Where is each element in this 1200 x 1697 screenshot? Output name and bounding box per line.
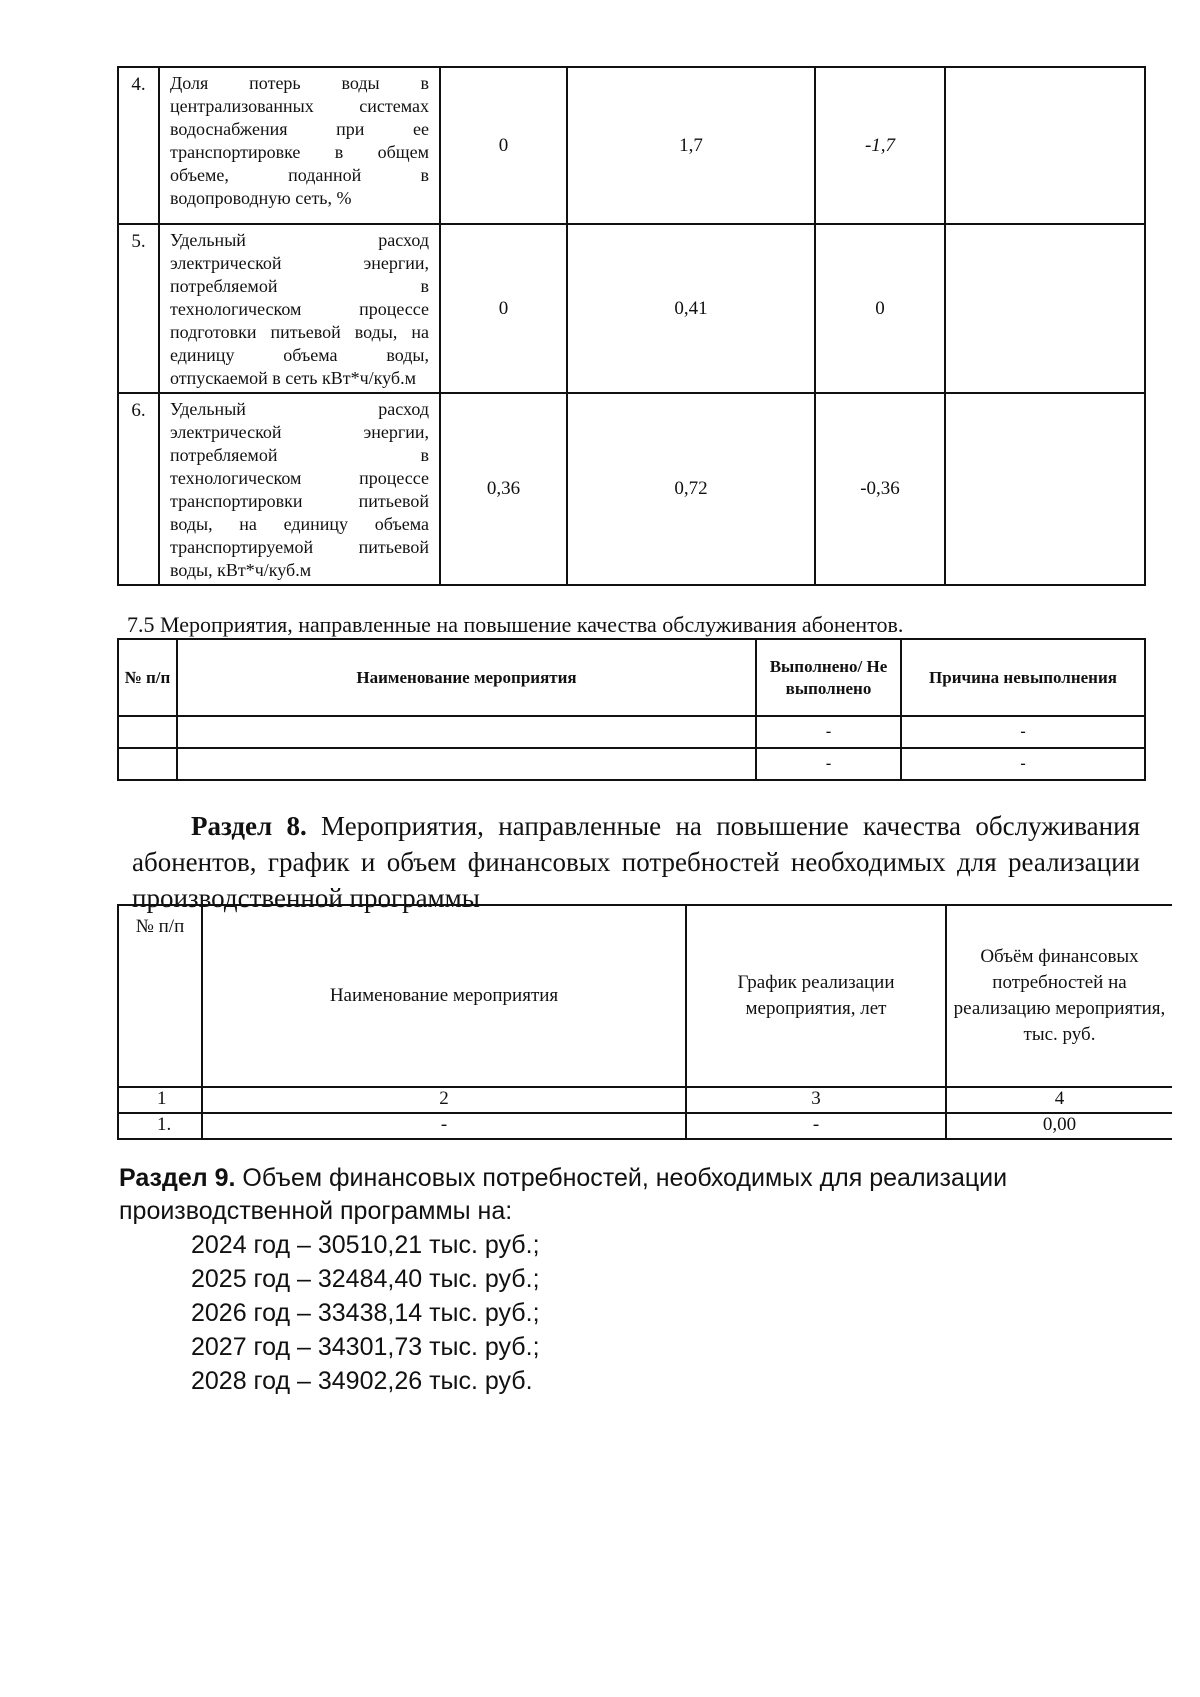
- section-8-label: Раздел 8.: [191, 811, 307, 841]
- indicator-name-line: единицу объема воды,: [170, 345, 429, 365]
- section-9-title: Объем финансовых потребностей, необходимых для реализации производственной программы на:: [119, 1164, 1008, 1225]
- indicator-name-line: Удельный расход: [170, 230, 429, 250]
- colnum-1: 1: [118, 1087, 202, 1113]
- cell-value-2: 1,7: [567, 67, 815, 224]
- table-row: [118, 748, 1145, 780]
- cell-num: 1.: [118, 1113, 202, 1139]
- cell-reason: -: [901, 748, 1145, 780]
- cell-done: -: [756, 716, 901, 748]
- cell-num: [118, 716, 177, 748]
- colnum-3: 3: [686, 1087, 946, 1113]
- indicator-name-line: электрической энергии,: [170, 422, 429, 442]
- header-reason: Причина невыполнения: [901, 639, 1145, 716]
- indicator-name-line: объеме, поданной в: [170, 165, 429, 185]
- cell-value-3: -1,7: [815, 67, 945, 224]
- indicator-name-line: подготовки питьевой воды, на: [170, 322, 429, 342]
- indicator-name-line: технологическом процессе: [170, 468, 429, 488]
- indicator-name-line: воды, на единицу объема: [170, 514, 429, 534]
- section-8-table: [117, 904, 1172, 1140]
- table-row: [118, 224, 1145, 393]
- header-num: № п/п: [118, 639, 177, 716]
- section-8-heading: [132, 808, 1140, 916]
- indicator-name-line: водоснабжения при ее: [170, 119, 429, 139]
- cell-amount: 0,00: [946, 1113, 1172, 1139]
- header-done: Выполнено/ Не выполнено: [756, 639, 901, 716]
- section-9: [119, 1162, 1200, 1398]
- cell-reason: -: [901, 716, 1145, 748]
- cell-schedule: -: [686, 1113, 946, 1139]
- cell-measure: [177, 716, 756, 748]
- indicators-table: [117, 66, 1146, 586]
- indicator-name-line: водопроводную сеть, %: [170, 188, 352, 208]
- cell-num: 5.: [118, 224, 159, 393]
- table-row: [118, 393, 1145, 585]
- indicator-name-line: технологическом процессе: [170, 299, 429, 319]
- list-item: 2028 год – 34902,26 тыс. руб.: [191, 1367, 533, 1395]
- section-9-heading: [119, 1162, 1200, 1228]
- cell-value-4: [945, 67, 1145, 224]
- header-num: № п/п: [118, 905, 202, 1087]
- cell-value-1: 0: [440, 67, 567, 224]
- cell-value-3: -0,36: [815, 393, 945, 585]
- section-9-label: Раздел 9.: [119, 1164, 236, 1192]
- table-row: [118, 1113, 1172, 1139]
- indicator-name-line: Удельный расход: [170, 399, 429, 419]
- colnum-4: 4: [946, 1087, 1172, 1113]
- indicator-name-line: транспортировке в общем: [170, 142, 429, 162]
- indicator-name-line: электрической энергии,: [170, 253, 429, 273]
- indicator-name-line: потребляемой в: [170, 276, 429, 296]
- indicator-name-line: централизованных системах: [170, 96, 429, 116]
- cell-value-1: 0: [440, 224, 567, 393]
- cell-value-2: 0,72: [567, 393, 815, 585]
- indicator-name-line: транспортировки питьевой: [170, 491, 429, 511]
- section-7-5-table: [117, 638, 1146, 781]
- financial-needs-by-year: [119, 1228, 1200, 1398]
- list-item: 2025 год – 32484,40 тыс. руб.;: [191, 1265, 540, 1293]
- list-item: 2026 год – 33438,14 тыс. руб.;: [191, 1299, 540, 1327]
- indicator-name-line: воды, кВт*ч/куб.м: [170, 560, 312, 580]
- table-row: [118, 716, 1145, 748]
- section-7-5-caption: 7.5 Мероприятия, направленные на повышение качества обслуживания абонентов.: [127, 612, 904, 637]
- cell-measure: -: [202, 1113, 686, 1139]
- header-schedule: График реализации мероприятия, лет: [686, 905, 946, 1087]
- cell-done: -: [756, 748, 901, 780]
- list-item: 2024 год – 30510,21 тыс. руб.;: [191, 1231, 540, 1259]
- cell-value-3: 0: [815, 224, 945, 393]
- cell-value-2: 0,41: [567, 224, 815, 393]
- column-number-row: [118, 1087, 1172, 1113]
- cell-value-4: [945, 393, 1145, 585]
- cell-indicator-name: [159, 67, 440, 224]
- cell-value-1: 0,36: [440, 393, 567, 585]
- cell-num: 6.: [118, 393, 159, 585]
- indicator-name-line: Доля потерь воды в: [170, 73, 429, 93]
- table-row: [118, 67, 1145, 224]
- colnum-2: 2: [202, 1087, 686, 1113]
- cell-indicator-name: [159, 224, 440, 393]
- header-financial-needs: Объём финансовых потребностей на реализацию мероприятия, тыс. руб.: [946, 905, 1172, 1087]
- header-measure-name: Наименование мероприятия: [202, 905, 686, 1087]
- cell-indicator-name: [159, 393, 440, 585]
- indicator-name-line: транспортируемой питьевой: [170, 537, 429, 557]
- header-measure-name: Наименование мероприятия: [177, 639, 756, 716]
- cell-num: [118, 748, 177, 780]
- indicator-name-line: потребляемой в: [170, 445, 429, 465]
- cell-num: 4.: [118, 67, 159, 224]
- indicator-name-line: отпускаемой в сеть кВт*ч/куб.м: [170, 368, 416, 388]
- cell-measure: [177, 748, 756, 780]
- cell-value-4: [945, 224, 1145, 393]
- section-8-title: Мероприятия, направленные на повышение качества обслуживания абонентов, график и объем финансовых потребностей необходимых для реализации производственной программы: [132, 811, 1140, 913]
- list-item: 2027 год – 34301,73 тыс. руб.;: [191, 1333, 540, 1361]
